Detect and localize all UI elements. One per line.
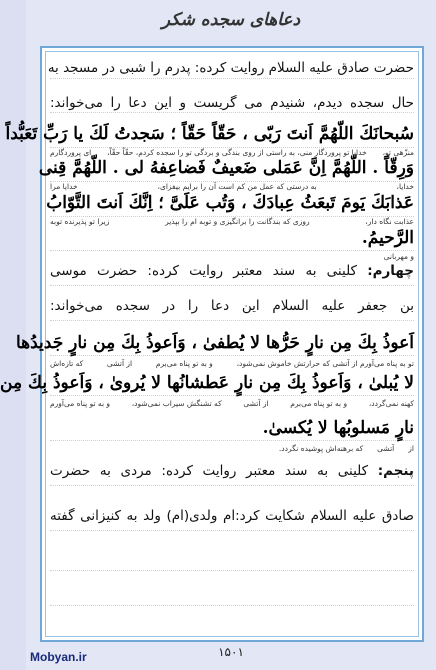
translation-line xyxy=(50,359,414,368)
translation-line xyxy=(50,182,414,191)
text-line xyxy=(50,263,414,279)
translation-fragment: و به تو پناه می‌آورم xyxy=(50,399,111,408)
rule-line xyxy=(50,530,414,531)
translation-fragment: تو به پناه می‌آورم از آتشی كه حرارتش خاموش نمی‌شود، xyxy=(236,359,414,368)
translation-fragment: روزی كه بندگانت را برانگيزی و توبه ام را بپذير xyxy=(165,217,310,226)
arabic-line: نارٍ مَسلوبُها لا يُكسیٰ. xyxy=(262,418,414,438)
text-line: بن جعفر عليه السلام اين دعا را در سجده می‌خواند: xyxy=(50,298,414,314)
rule-line xyxy=(50,570,414,571)
rule-line xyxy=(50,605,414,606)
translation-fragment: منزّهی تو، xyxy=(382,148,414,157)
translation-fragment: كه تشنگش سيراب نمی‌شود، xyxy=(131,399,222,408)
translation-line xyxy=(50,444,414,453)
page-number: ۱۵۰۱ xyxy=(218,645,244,659)
header xyxy=(26,0,436,46)
translation-fragment: خدايا، xyxy=(396,182,414,191)
text-line: حضرت صادق عليه السلام روايت كرده: پدرم را شبی در مسجد به xyxy=(47,60,414,76)
rule-line xyxy=(50,395,414,396)
translation-fragment: آتشی xyxy=(377,444,395,453)
translation-fragment: خدايا مرا xyxy=(50,182,78,191)
translation-fragment: كه برهنه‌اش پوشيده نگردد. xyxy=(278,444,364,453)
translation-fragment: خدايا تو پروردگار منی، به راستی از روی بندگی و بردگی تو را سجده كردم، حقّاً حقّاً، xyxy=(107,148,367,157)
rule-line xyxy=(50,485,414,486)
translation-line xyxy=(50,217,414,226)
translation-fragment: و به تو پناه می‌برم xyxy=(155,359,213,368)
translation-fragment: كه تازه‌اش xyxy=(50,359,84,368)
translation-fragment: زيرا تو پذيرنده توبه xyxy=(50,217,110,226)
rule-line xyxy=(50,285,414,286)
rule-line xyxy=(50,440,414,441)
arabic-line: عَذابَكَ يَومَ تَبعَثُ عِبادَكَ ، وَتُب عَلَیَّ ؛ اِنَّكَ اَنتَ التَّوّابُ xyxy=(46,193,414,213)
translation-fragment: كهنه نمی‌گردد، xyxy=(368,399,414,408)
translation-line xyxy=(50,252,414,261)
translation-fragment: از آتشی xyxy=(243,399,269,408)
rule-line xyxy=(50,78,414,79)
rule-line xyxy=(50,112,414,113)
translation-fragment: عذابت نگاه دار، xyxy=(365,217,414,226)
text-fragment: كلينی به سند معتبر روايت كرده: حضرت موسی xyxy=(50,263,368,279)
translation-line xyxy=(50,399,414,408)
translation-fragment: و به تو پناه می‌برم xyxy=(290,399,348,408)
arabic-line: اَعوذُ بِكَ مِن نارٍ حَرُّها لا يُطفیٰ ، وَاَعوذُ بِكَ مِن نارٍ جَديدُها xyxy=(15,333,414,353)
arabic-line: سُبحانَكَ اللّهُمَّ اَنتَ رَبّی ، حَقّاً حَقّاً ؛ سَجدتُ لَكَ يا رَبِّ تَعَبُّداً xyxy=(5,124,414,144)
arabic-line: لا يُبلیٰ ، وَاَعوذُ بِكَ مِن نارٍ عَطشانُها لا يُرویٰ ، وَاَعوذُ بِكَ مِن xyxy=(0,373,414,393)
brand-watermark[interactable]: Mobyan.ir xyxy=(30,650,87,664)
translation-line xyxy=(50,148,414,157)
translation-fragment: به درستی كه عمل من كم است آن را برايم بيفزای، xyxy=(157,182,317,191)
arabic-line: الرَّحيمُ. xyxy=(361,228,414,248)
section-heading: چهارم: xyxy=(367,263,414,279)
section-heading: پنجم: xyxy=(377,463,414,479)
text-line xyxy=(50,463,414,479)
translation-fragment: و مهربانی xyxy=(383,252,414,261)
translation-fragment: از آتشی xyxy=(106,359,133,368)
translation-fragment: ای پروردگارم xyxy=(50,148,92,157)
text-line: صادق عليه السلام شكايت كرد:ام ولدی(ام) ولد به كنيزانی گفته xyxy=(50,508,414,524)
page-title: دعاهای سجده شکر xyxy=(161,10,301,30)
arabic-line: وَرِقّاً . اللّهُمَّ اِنَّ عَمَلی ضَعيفٌ فَضاعِفهُ لی . اللّهُمَّ قِنی xyxy=(38,158,414,178)
rule-line xyxy=(50,355,414,356)
translation-fragment: از xyxy=(408,444,414,453)
text-line: حال سجده ديدم، شنيدم می گريست و اين دعا را می‌خواند: xyxy=(50,95,414,111)
rule-line xyxy=(50,320,414,321)
rule-line xyxy=(50,250,414,251)
text-fragment: كلينی به سند معتبر روايت كرده: مردی به حضرت xyxy=(50,463,378,479)
